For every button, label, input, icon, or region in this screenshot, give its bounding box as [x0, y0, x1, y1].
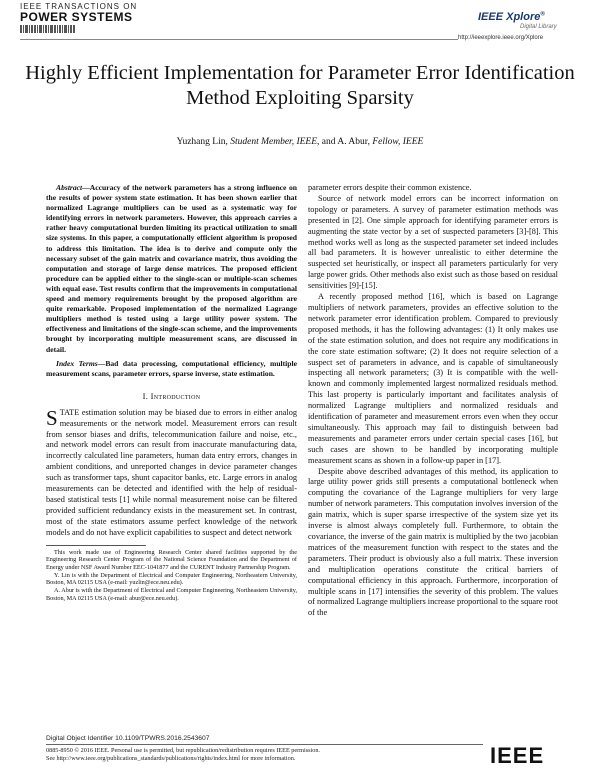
index-terms	[46, 359, 297, 379]
left-column	[46, 183, 297, 602]
section-heading-introduction: I. Introduction	[142, 390, 201, 401]
author-1-name: Yuzhang Lin,	[176, 137, 231, 147]
ieee-xplore-logo: IEEE Xplore®	[478, 11, 545, 23]
right-column	[308, 183, 558, 619]
author-separator: , and A. Abur,	[317, 137, 373, 147]
copyright-notice	[46, 747, 486, 763]
footnote-funding: This work made use of Engineering Research Center shared facilities supported by the Engineering Research Center Program of the National Science Foundation and the Department of Energy under NSF Award Number EEC-1041877 and the CURENT Industry Partnership Program.	[46, 548, 297, 571]
author-line	[20, 137, 580, 147]
footnote-author-2: A. Abur is with the Department of Electrical and Computer Engineering, Northeastern University, Boston, MA 02115 USA (e-mail: abur@ece.neu.edu).	[46, 587, 297, 602]
index-terms-text: —Bad data processing, computational efficiency, multiple measurement scans, parameter errors, sparse inverse, state estimation.	[46, 358, 297, 378]
footer-divider	[46, 744, 483, 745]
intro-paragraph-1-text: TATE estimation solution may be biased due to errors in either analog measurements or the network model. Measurement errors can result from sensor biases and drifts, telecommunication failure and noise, etc., and network model errors can result from inaccurate manufacturing data, incorrectly calculated line parameters, human data entry errors, changes in ambient conditions, and unreported changes in device parameter changes such as transformer taps, shunt capacitor banks, etc. Large errors in analog measurements can be detected and identified with the help of residual-based statistical tests [1] while normal measurement noise can be filtered provided sufficient redundancy exists in the measurement set. In contrast, most of the state estimators assume perfect knowledge of the network models and do not have explicit capabilities to suspect and detect network	[46, 407, 297, 537]
paper-title: Highly Efficient Implementation for Parameter Error Identification Method Exploiting Sparsity	[25, 62, 575, 109]
author-2-role: Fellow, IEEE	[372, 137, 424, 147]
copyright-line-2: See http://www.ieee.org/publications_standards/publications/rights/index.html for more information.	[46, 755, 296, 762]
journal-name: POWER SYSTEMS	[20, 10, 133, 24]
drop-cap: S	[46, 405, 58, 430]
header-barcode-graphic	[20, 25, 95, 33]
author-1-role: Student Member, IEEE	[230, 137, 318, 147]
digital-library-label: Digital Library	[520, 24, 557, 30]
copyright-line-1: 0885-8950 © 2016 IEEE. Personal use is permitted, but republication/redistribution requires IEEE permission.	[46, 747, 320, 754]
right-paragraph-2: Source of network model errors can be incorrect information on topology or parameters. A survey of parameter estimation methods was presented in [2]. One simple approach for identifying parameter errors is augmenting the state vector by a set of suspected parameters [3]-[8]. This method works well as long as the suspected parameter set indeed includes all bad parameters. It is however unrealistic to either determine the suspected set heuristically, or inspect all parameters particularly for very large power grids. Other methods also exist such as those based on residual sensitivities [9]-[15].	[308, 193, 558, 291]
header-divider	[20, 39, 458, 40]
index-terms-label: Index Terms	[56, 358, 98, 368]
right-paragraph-3: A recently proposed method [16], which is based on Lagrange multipliers of network parameters, provides an effective solution to the network parameter error identification problem. Compared to previously proposed methods, it has the following advantages: (1) It only makes use of the state estimation solution, and does not require any modifications in the core state estimation software; (2) It does not require selection of a suspect set of parameters in advance, and is capable of simultaneously inspecting all network parameters; (3) It is compatible with the well-known and commonly implemented largest normalized residuals method. This last property is particularly important and facilitates analysis of normalized Lagrange multipliers and normalized residuals and identification of parameter and measurement errors even when they occur simultaneously. This approach may fail to distinguish between bad measurements and parameter errors under certain special cases [16], but such cases are shown to be handled by incorporating multiple measurement scans as shown in a follow-up paper in [17].	[308, 292, 558, 465]
abstract-text: —Accuracy of the network parameters has a strong influence on the results of power system state estimation. It has been shown earlier that normalized Lagrange multipliers can be used as a systematic way for identifying errors in network parameters. However, this approach carries a rather heavy computational burden limiting its practical utilization to small size systems. In this paper, a computationally efficient algorithm is proposed to address this limitation. The idea is to derive and compute only the necessary subset of the gain matrix and covariance matrix, thus avoiding the computation and storage of large dense matrices. The proposed efficient procedure can be applied either to the single-scan or multiple-scan schemes with equal ease. Test results confirm that the improvements in computational speed and memory requirements brought by the proposed algorithm are quite remarkable. Proposed implementation of the normalized Lagrange multipliers method is tested using a large utility power system. The effectiveness and limitations of the single-scan scheme, and the improvements brought by incorporating multiple measurement scans, are discussed in detail.	[46, 183, 297, 354]
footnote-author-1: Y. Lin is with the Department of Electrical and Computer Engineering, Northeastern University, Boston, MA 02115 USA (e-mail: yuzlin@ece.neu.edu).	[46, 571, 297, 587]
intro-paragraph-1	[46, 405, 297, 539]
footnote-divider	[46, 545, 146, 546]
right-paragraph-1: parameter errors despite their common existence.	[308, 183, 472, 192]
abstract-label: Abstract	[56, 183, 83, 192]
xplore-url[interactable]: http://ieeexplore.ieee.org/Xplore	[458, 35, 544, 41]
ieee-logo: IEEE	[490, 743, 545, 768]
abstract	[46, 183, 297, 355]
right-paragraph-4: Despite above described advantages of this method, its application to large utility power grids still presents a computational bottleneck when computing the covariance of the Lagrange multipliers for very large number of network parameters. This computation involves inversion of the gain matrix, which is super sparse irrespective of the system size yet its inverse is almost always completely full. Furthermore, to obtain the covariance, the inverse of the gain matrix is multiplied by the two jacobian matrices of the measurement function with respect to the states and the parameters. Their product is obviously also a full matrix. These inversion and multiplication operations constitute the critical barriers of computational efficiency in this approach. Furthermore, incorporation of multiple scans in [17] intensifies the severity of this problem. The values of normalized Lagrange multipliers increase proportional to the square root of the	[308, 466, 558, 618]
doi-line: Digital Object Identifier 10.1109/TPWRS.2016.2543607	[46, 735, 210, 742]
journal-series-label: IEEE TRANSACTIONS ON	[20, 2, 138, 11]
